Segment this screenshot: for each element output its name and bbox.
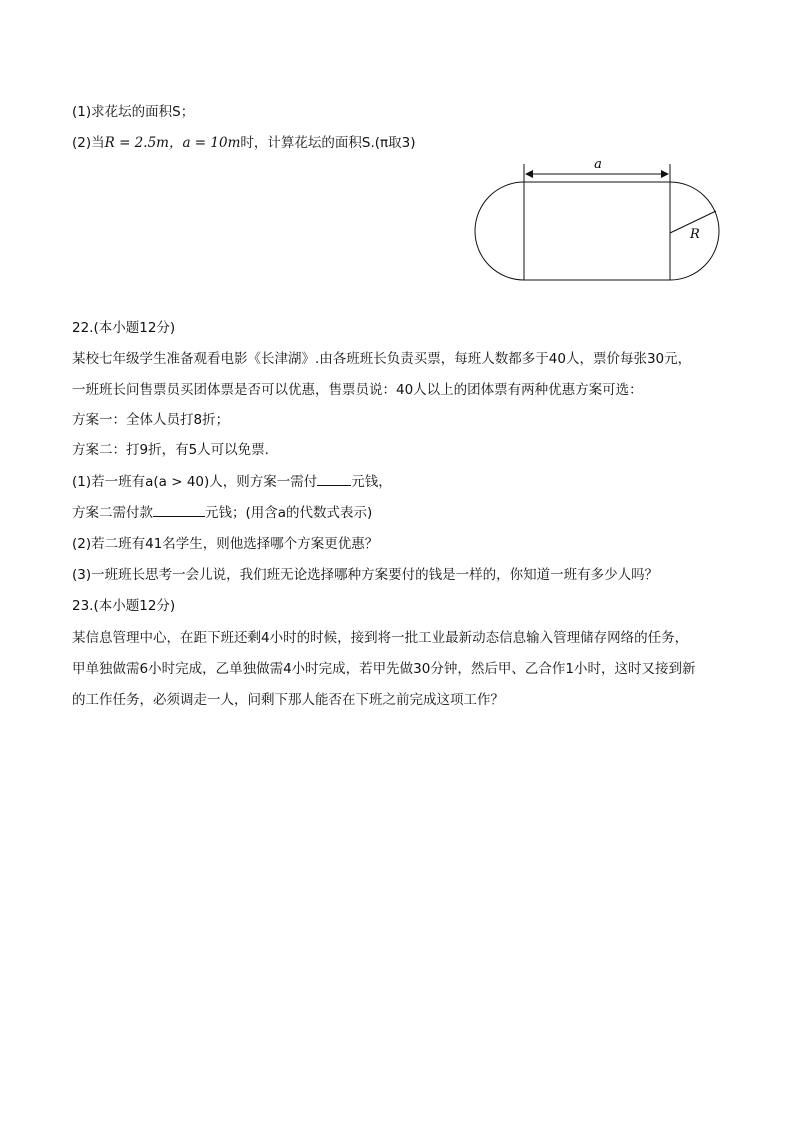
- q23-line2: 甲单独做需6小时完成，乙单独做需4小时完成，若甲先做30分钟，然后甲、乙合作1小时，这时又接到新: [72, 661, 696, 677]
- label-a: a: [594, 157, 602, 172]
- q22-sub1: [72, 473, 392, 491]
- q22-sub1b-suffix: 元钱；(用含a的代数式表示): [205, 505, 373, 521]
- q21-part2-math: R = 2.5m，a = 10m: [104, 135, 241, 151]
- q22-sub3: (3)一班班长思考一会儿说，我们班无论选择哪种方案要付的钱是一样的，你知道一班有多少人吗？: [72, 567, 659, 583]
- q22-plan1: 方案一：全体人员打8折；: [72, 412, 230, 428]
- q21-part2: [72, 134, 416, 152]
- answer-blank-plan1[interactable]: [317, 473, 351, 486]
- q22-plan2: 方案二：打9折，有5人可以免票.: [72, 442, 269, 458]
- q21-part2-suffix: 时，计算花坛的面积S.(π取3): [240, 135, 416, 151]
- answer-blank-plan2[interactable]: [153, 504, 205, 517]
- q22-sub1-prefix: (1)若一班有a(a > 40)人，则方案一需付: [72, 474, 318, 490]
- label-R: R: [690, 227, 700, 242]
- q23-line1: 某信息管理中心，在距下班还剩4小时的时候，接到将一批工业最新动态信息输入管理储存网络的任务，: [72, 630, 689, 646]
- q22-sub1-suffix: 元钱，: [351, 474, 392, 490]
- q23-header: 23.(本小题12分): [72, 598, 176, 614]
- q21-part1: (1)求花坛的面积S；: [72, 104, 195, 120]
- q22-stem-line1: 某校七年级学生准备观看电影《长津湖》.由各班班长负责买票，每班人数都多于40人，票价每张30元，: [72, 351, 692, 367]
- q22-sub1b: [72, 504, 372, 522]
- q23-line3: 的工作任务，必须调走一人，问剩下那人能否在下班之前完成这项工作？: [72, 692, 504, 708]
- flower-bed-figure: [468, 152, 728, 287]
- q22-sub2: (2)若二班有41名学生，则他选择哪个方案更优惠？: [72, 536, 379, 552]
- q21-part2-prefix: (2)当: [72, 135, 105, 151]
- q22-header: 22.(本小题12分): [72, 320, 176, 336]
- stadium-outline: [475, 182, 719, 280]
- q22-sub1b-prefix: 方案二需付款: [72, 505, 153, 521]
- q22-stem-line2: 一班班长问售票员买团体票是否可以优惠，售票员说：40人以上的团体票有两种优惠方案可选：: [72, 382, 643, 398]
